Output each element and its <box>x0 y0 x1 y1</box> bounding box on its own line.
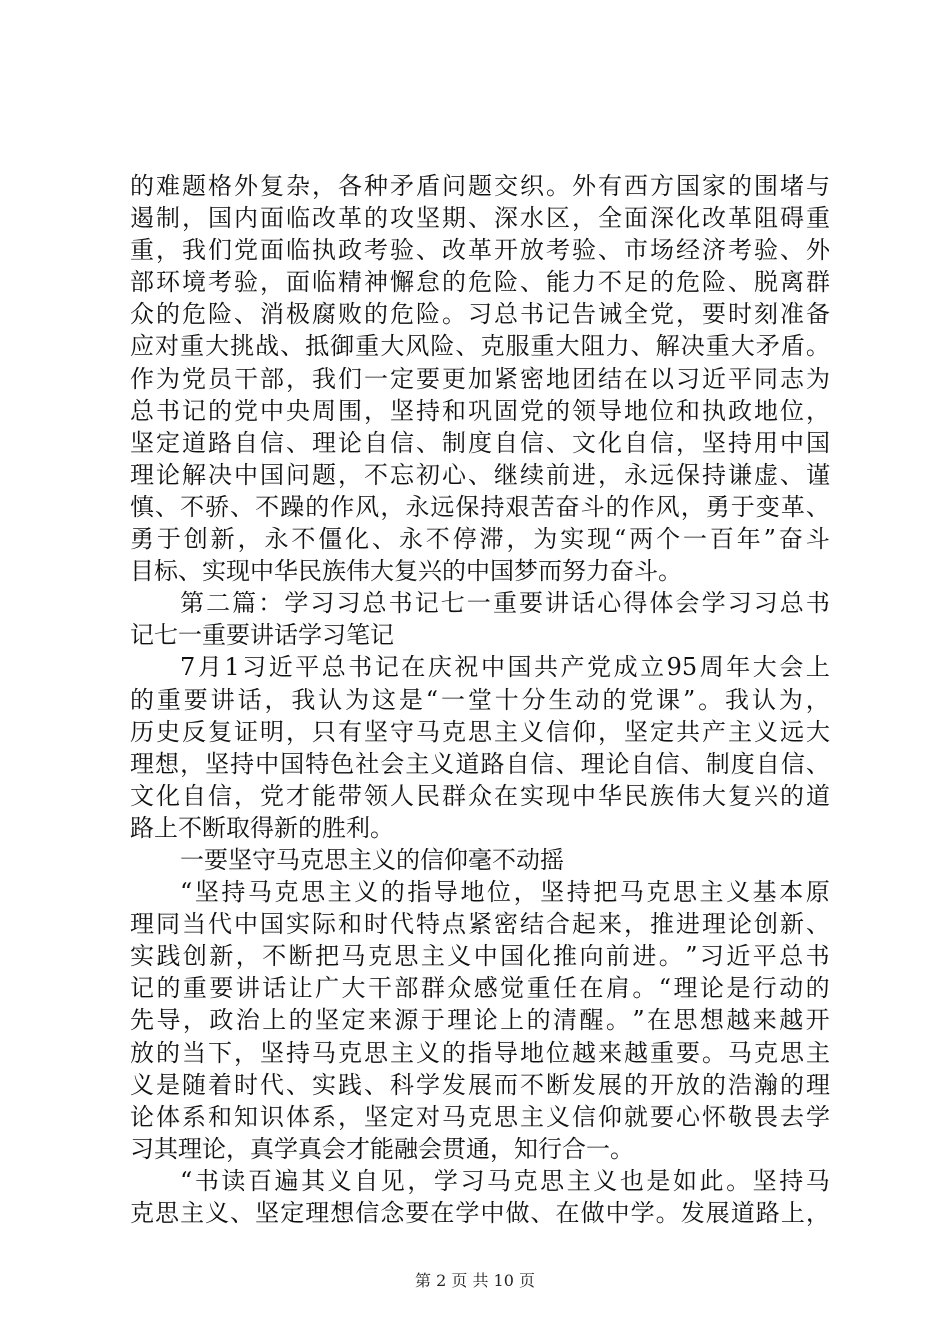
text-line-content: 记七一重要讲话学习笔记 <box>130 621 394 650</box>
text-line: 作 为 党 员 干 部 ， 我 们 一 定 要 更 加 紧 密 地 团 结 在 以 习 近 平 同 志 为 <box>130 364 830 393</box>
text-line: 的 重 要 讲 话 ， 我 认 为 这 是 “ 一 堂 十 分 生 动 的 党 课 ” 。 我 认 为 ， <box>130 685 830 714</box>
text-line-content: 目标、实现中华民族伟大复兴的中国梦而努力奋斗。 <box>130 557 682 586</box>
text-line <box>130 1133 830 1165</box>
text-line: 文 化 自 信 ， 党 才 能 带 领 人 民 群 众 在 实 现 中 华 民 族 伟 大 复 兴 的 道 <box>130 781 830 810</box>
text-line-content: 习其理论，真学真会才能融会贯通，知行合一。 <box>130 1134 634 1163</box>
text-line: 实 践 创 新 ， 不 断 把 马 克 思 主 义 中 国 化 推 向 前 进 。 ” 习 近 平 总 书 <box>130 942 830 971</box>
text-line: 坚 定 道 路 自 信 、 理 论 自 信 、 制 度 自 信 、 文 化 自 信 ， 坚 持 用 中 国 <box>130 428 830 457</box>
text-line: 理 论 解 决 中 国 问 题 ， 不 忘 初 心 、 继 续 前 进 ， 永 远 保 持 谦 虚 、 谨 <box>130 460 830 489</box>
text-line-content: 一要坚守马克思主义的信仰毫不动摇 <box>180 845 564 874</box>
text-line: 论 体 系 和 知 识 体 系 ， 坚 定 对 马 克 思 主 义 信 仰 就 要 心 怀 敬 畏 去 学 <box>130 1102 830 1131</box>
text-line: 的 难 题 格 外 复 杂 ， 各 种 矛 盾 问 题 交 织 。 外 有 西 方 国 家 的 围 堵 与 <box>130 172 830 200</box>
text-line: 部 环 境 考 验 ， 面 临 精 神 懈 怠 的 危 险 、 能 力 不 足 的 危 险 、 脱 离 群 <box>130 268 830 297</box>
text-line: 总 书 记 的 党 中 央 周 围 ， 坚 持 和 巩 固 党 的 领 导 地 位 和 执 政 地 位 ， <box>130 396 830 425</box>
text-line-content: 路上不断取得新的胜利。 <box>130 813 394 842</box>
text-line: 应 对 重 大 挑 战 、 抵 御 重 大 风 险 、 克 服 重 大 阻 力 、 解 决 重 大 矛 盾 。 <box>130 332 830 361</box>
text-line: 重 ， 我 们 党 面 临 执 政 考 验 、 改 革 开 放 考 验 、 市 场 经 济 考 验 、 外 <box>130 236 830 265</box>
text-line <box>130 844 830 876</box>
text-line <box>130 619 830 651</box>
text-line: 第 二 篇 ： 学 习 习 总 书 记 七 一 重 要 讲 话 心 得 体 会 学 习 习 总 书 <box>180 589 830 618</box>
text-line: 理 同 当 代 中 国 实 际 和 时 代 特 点 紧 密 结 合 起 来 ， 推 进 理 论 创 新 、 <box>130 910 830 939</box>
document-body <box>130 170 830 1229</box>
text-line: 慎 、 不 骄 、 不 躁 的 作 风 ， 永 远 保 持 艰 苦 奋 斗 的 作 风 ， 勇 于 变 革 、 <box>130 492 830 521</box>
text-line: 遏 制 ， 国 内 面 临 改 革 的 攻 坚 期 、 深 水 区 ， 全 面 深 化 改 革 阻 碍 重 <box>130 204 830 233</box>
text-line: 克 思 主 义 、 坚 定 理 想 信 念 要 在 学 中 做 、 在 做 中 学 。 发 展 道 路 上 ， <box>130 1199 830 1227</box>
text-line: 勇 于 创 新 ， 永 不 僵 化 、 永 不 停 滞 ， 为 实 现 “ 两 个 一 百 年 ” 奋 斗 <box>130 525 830 554</box>
text-line: 记 的 重 要 讲 话 让 广 大 干 部 群 众 感 觉 重 任 在 肩 。 “ 理 论 是 行 动 的 <box>130 974 830 1003</box>
text-line: “ 书 读 百 遍 其 义 自 见 ， 学 习 马 克 思 主 义 也 是 如 此 。 坚 持 马 <box>180 1166 830 1195</box>
text-line: 理 想 ， 坚 持 中 国 特 色 社 会 主 义 道 路 自 信 、 理 论 自 信 、 制 度 自 信 、 <box>130 749 830 778</box>
text-line <box>130 812 830 844</box>
text-line: 先 导 ， 政 治 上 的 坚 定 来 源 于 理 论 上 的 清 醒 。 ” 在 思 想 越 来 越 开 <box>130 1006 830 1035</box>
text-line: 放 的 当 下 ， 坚 持 马 克 思 主 义 的 指 导 地 位 越 来 越 重 要 。 马 克 思 主 <box>130 1038 830 1067</box>
text-line: 7 月 1 习 近 平 总 书 记 在 庆 祝 中 国 共 产 党 成 立 95 周 年 大 会 上 <box>180 653 830 682</box>
text-line <box>130 555 830 587</box>
text-line: “ 坚 持 马 克 思 主 义 的 指 导 地 位 ， 坚 持 把 马 克 思 主 义 基 本 原 <box>180 878 830 907</box>
text-line: 众 的 危 险 、 消 极 腐 败 的 危 险 。 习 总 书 记 告 诫 全 党 ， 要 时 刻 准 备 <box>130 300 830 329</box>
text-line: 历 史 反 复 证 明 ， 只 有 坚 守 马 克 思 主 义 信 仰 ， 坚 定 共 产 主 义 远 大 <box>130 717 830 746</box>
text-line: 义 是 随 着 时 代 、 实 践 、 科 学 发 展 而 不 断 发 展 的 开 放 的 浩 瀚 的 理 <box>130 1070 830 1099</box>
page-footer: 第 2 页 共 10 页 <box>415 1271 535 1290</box>
